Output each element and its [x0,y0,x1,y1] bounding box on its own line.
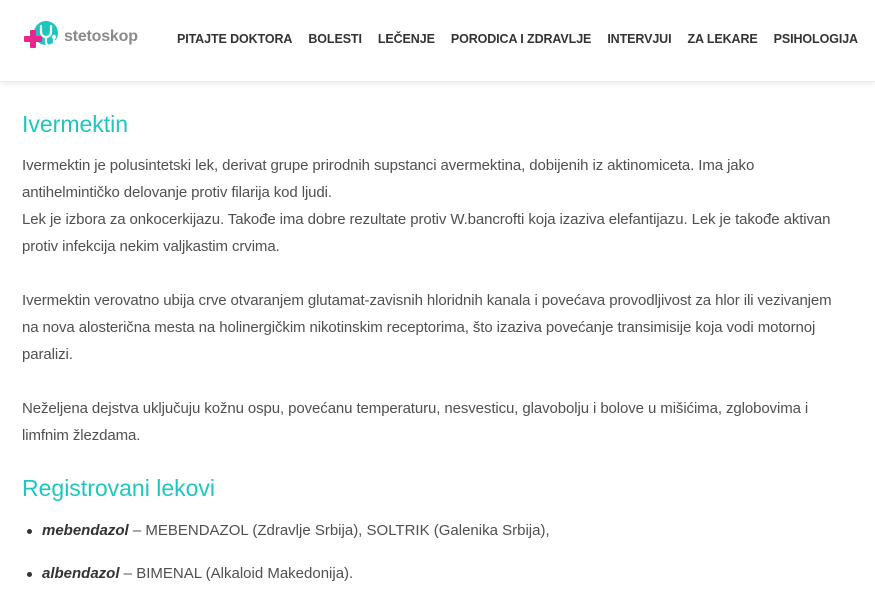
nav-intervjui[interactable]: INTERVJUI [607,32,672,46]
nav-lecenje[interactable]: LEČENJE [377,32,435,46]
stethoscope-cross-icon [22,19,64,55]
paragraph-intro: Ivermektin je polusintetski lek, derivat grupe prirodnih supstanci avermektina, dobijenih iz aktinomiceta. Ima jako antihelmintičko delovanje protiv filarija kod ljudi. [22,157,755,201]
nav-porodica-i-zdravlje[interactable]: PORODICA I ZDRAVLJE [450,32,592,46]
article-title: Ivermektin [22,111,129,137]
drug-details: – BIMENAL (Alkaloid Makedonija). [119,565,354,582]
paragraph-mechanism: Ivermektin verovatno ubija crve otvaranjem glutamat-zavisnih hloridnih kanala i povećava provodljivost za hlor ili vezivanjem na nova alosterična mesta na holinergičkim nikotinskim receptorima, što izaziva povećanje transimisije koja vodi motornoj paralizi. [22,292,832,363]
article-content [22,110,832,599]
registered-drugs-list [22,517,832,587]
paragraph-indications: Lek je izbora za onkocerkijazu. Takođe ima dobre rezultate protiv W.bancrofti koja izaziva elefantijazu. Lek je takođe aktivan protiv infekcija nekim valjkastim crvima. [22,211,831,255]
bullet-icon [27,529,32,534]
logo-text: stetoskop [64,28,138,45]
site-header [0,0,875,82]
drug-details: – MEBENDAZOL (Zdravlje Srbija), SOLTRIK (Galenika Srbija), [128,522,550,539]
list-item [22,560,832,587]
nav-psihologija[interactable]: PSIHOLOGIJA [773,32,858,46]
bullet-icon [27,572,32,577]
nav-za-lekare[interactable]: ZA LEKARE [687,32,758,46]
registered-drugs-title: Registrovani lekovi [22,475,216,501]
site-logo[interactable] [22,19,138,55]
drug-name: mebendazol [42,522,129,539]
paragraph-side-effects: Neželjena dejstva uključuju kožnu ospu, povećanu temperaturu, nesvesticu, glavobolju i bolove u mišićima, zglobovima i limfnim žlezdama. [22,400,809,444]
nav-pitajte-doktora[interactable]: PITAJTE DOKTORA [176,32,293,46]
nav-bolesti[interactable]: BOLESTI [308,32,362,46]
main-nav [161,32,858,46]
list-item [22,517,832,544]
drug-name: albendazol [42,565,120,582]
